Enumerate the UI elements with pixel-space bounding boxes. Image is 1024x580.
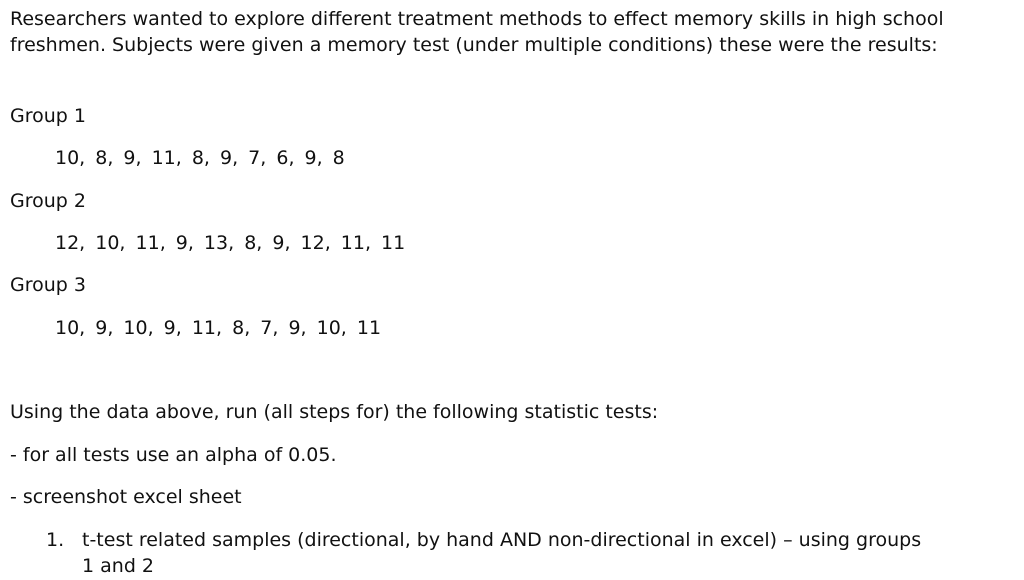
group-1-label: Group 1 [10, 105, 86, 127]
group-3-label: Group 3 [10, 274, 86, 296]
group-1-values: 10, 8, 9, 11, 8, 9, 7, 6, 9, 8 [55, 147, 345, 169]
task-number: 1. [46, 529, 65, 551]
instructions-text: Using the data above, run (all steps for) the following statistic tests: [10, 401, 659, 423]
bullet-screenshot: - screenshot excel sheet [10, 486, 242, 508]
intro-paragraph: Researchers wanted to explore different treatment methods to effect memory skills in high school freshmen. Subjects were given a memory test (under multiple conditions) these were the results: [10, 8, 944, 56]
document [10, 6, 1010, 577]
bullet-alpha: - for all tests use an alpha of 0.05. [10, 444, 337, 466]
group-2-label: Group 2 [10, 190, 86, 212]
group-3-values: 10, 9, 10, 9, 11, 8, 7, 9, 10, 11 [55, 317, 382, 339]
group-2-values: 12, 10, 11, 9, 13, 8, 9, 12, 11, 11 [55, 232, 406, 254]
task-text: t-test related samples (directional, by hand AND non-directional in excel) – using groups 1 and 2 [82, 529, 922, 577]
